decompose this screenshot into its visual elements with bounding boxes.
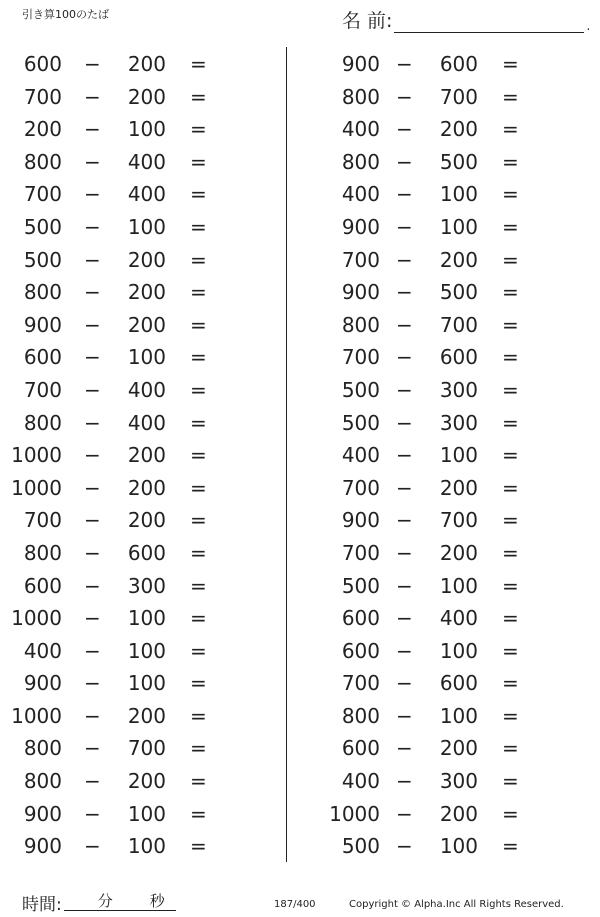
minus-sign: −	[84, 214, 101, 239]
subtrahend: 600	[439, 52, 478, 76]
problem-row	[0, 243, 270, 276]
minus-sign: −	[396, 280, 413, 305]
subtrahend: 200	[127, 312, 166, 337]
minuend: 700	[23, 508, 62, 533]
equals-sign: =	[190, 736, 207, 761]
minus-sign: −	[84, 312, 101, 337]
minuend: 500	[23, 214, 62, 239]
subtrahend: 100	[439, 573, 478, 598]
minuend: 700	[23, 84, 62, 109]
minuend: 1000	[11, 606, 62, 631]
equals-sign: =	[502, 606, 519, 631]
minuend: 800	[341, 703, 380, 728]
minuend: 500	[23, 247, 62, 272]
minuend: 600	[341, 606, 380, 631]
minus-sign: −	[84, 573, 101, 598]
minus-sign: −	[84, 345, 101, 370]
minus-sign: −	[396, 52, 413, 76]
equals-sign: =	[502, 769, 519, 794]
subtrahend: 500	[439, 280, 478, 305]
problem-row	[312, 275, 582, 308]
minus-sign: −	[396, 345, 413, 370]
minus-sign: −	[84, 736, 101, 761]
minuend: 500	[341, 377, 380, 402]
minuend: 700	[341, 345, 380, 370]
minus-sign: −	[396, 149, 413, 174]
minus-sign: −	[84, 84, 101, 109]
problem-row	[0, 536, 270, 569]
equals-sign: =	[190, 182, 207, 207]
problem-row	[0, 112, 270, 145]
problem-row	[312, 731, 582, 764]
equals-sign: =	[502, 410, 519, 435]
minus-sign: −	[84, 801, 101, 826]
subtrahend: 400	[127, 377, 166, 402]
subtrahend: 100	[439, 443, 478, 468]
time-label: 時間:	[22, 895, 62, 915]
subtrahend: 200	[439, 801, 478, 826]
minuend: 900	[23, 801, 62, 826]
minus-sign: −	[84, 377, 101, 402]
problem-row	[312, 829, 582, 862]
minus-sign: −	[84, 540, 101, 565]
problem-row	[312, 406, 582, 439]
minuend: 800	[341, 84, 380, 109]
minuend: 500	[341, 834, 380, 859]
minus-sign: −	[84, 703, 101, 728]
minuend: 800	[23, 736, 62, 761]
minus-sign: −	[396, 703, 413, 728]
minus-sign: −	[84, 280, 101, 305]
problem-row	[0, 471, 270, 504]
minus-sign: −	[396, 638, 413, 663]
equals-sign: =	[190, 540, 207, 565]
subtrahend: 100	[439, 834, 478, 859]
equals-sign: =	[190, 214, 207, 239]
subtrahend: 100	[439, 214, 478, 239]
problem-row	[312, 666, 582, 699]
minus-sign: −	[396, 540, 413, 565]
subtrahend: 700	[439, 84, 478, 109]
subtrahend: 200	[127, 475, 166, 500]
subtrahend: 200	[127, 703, 166, 728]
equals-sign: =	[502, 52, 519, 76]
subtrahend: 400	[127, 410, 166, 435]
minus-sign: −	[84, 606, 101, 631]
subtrahend: 200	[439, 540, 478, 565]
equals-sign: =	[190, 703, 207, 728]
problem-row	[312, 569, 582, 602]
problem-row	[312, 503, 582, 536]
problem-row	[0, 177, 270, 210]
minuend: 900	[341, 508, 380, 533]
minuend: 900	[23, 312, 62, 337]
equals-sign: =	[502, 443, 519, 468]
minuend: 600	[23, 345, 62, 370]
minuend: 800	[341, 149, 380, 174]
subtrahend: 100	[439, 638, 478, 663]
equals-sign: =	[502, 117, 519, 142]
equals-sign: =	[502, 671, 519, 696]
equals-sign: =	[190, 410, 207, 435]
subtrahend: 700	[439, 508, 478, 533]
subtrahend: 200	[439, 117, 478, 142]
minuend: 900	[341, 214, 380, 239]
minus-sign: −	[84, 475, 101, 500]
name-line-end-dot: .	[586, 19, 591, 33]
equals-sign: =	[190, 769, 207, 794]
problem-row	[312, 308, 582, 341]
subtrahend: 200	[127, 769, 166, 794]
subtrahend: 100	[127, 801, 166, 826]
subtrahend: 600	[127, 540, 166, 565]
equals-sign: =	[190, 247, 207, 272]
equals-sign: =	[502, 214, 519, 239]
minuend: 900	[341, 280, 380, 305]
right-problem-column	[312, 47, 582, 862]
problem-row	[0, 797, 270, 830]
column-divider	[286, 47, 287, 862]
problem-row	[0, 406, 270, 439]
problem-row	[312, 601, 582, 634]
subtrahend: 200	[127, 247, 166, 272]
name-input-line[interactable]	[394, 12, 584, 33]
minuend: 900	[341, 52, 380, 76]
minus-sign: −	[396, 801, 413, 826]
equals-sign: =	[190, 280, 207, 305]
minuend: 700	[341, 540, 380, 565]
equals-sign: =	[502, 834, 519, 859]
problem-row	[0, 666, 270, 699]
minuend: 400	[23, 638, 62, 663]
minuend: 800	[23, 540, 62, 565]
problem-row	[312, 112, 582, 145]
subtrahend: 200	[127, 443, 166, 468]
equals-sign: =	[502, 280, 519, 305]
worksheet-title: 引き算100のたば	[22, 8, 109, 21]
problem-row	[0, 80, 270, 113]
problem-row	[0, 601, 270, 634]
subtrahend: 100	[439, 182, 478, 207]
minuend: 500	[341, 410, 380, 435]
subtrahend: 100	[127, 345, 166, 370]
equals-sign: =	[502, 801, 519, 826]
problem-row	[0, 340, 270, 373]
minuend: 1000	[11, 703, 62, 728]
minus-sign: −	[396, 475, 413, 500]
subtrahend: 400	[127, 182, 166, 207]
equals-sign: =	[190, 834, 207, 859]
minus-sign: −	[396, 377, 413, 402]
minus-sign: −	[84, 410, 101, 435]
problem-row	[312, 471, 582, 504]
page-number: 187/400	[274, 899, 316, 910]
equals-sign: =	[190, 671, 207, 696]
problem-row	[312, 536, 582, 569]
minuend: 800	[341, 312, 380, 337]
equals-sign: =	[502, 377, 519, 402]
problem-row	[0, 373, 270, 406]
minus-sign: −	[84, 508, 101, 533]
problem-row	[312, 699, 582, 732]
equals-sign: =	[502, 182, 519, 207]
problem-row	[0, 438, 270, 471]
minus-sign: −	[396, 834, 413, 859]
equals-sign: =	[190, 84, 207, 109]
equals-sign: =	[502, 703, 519, 728]
equals-sign: =	[502, 508, 519, 533]
equals-sign: =	[190, 638, 207, 663]
equals-sign: =	[190, 377, 207, 402]
problem-row	[0, 145, 270, 178]
minuend: 700	[341, 475, 380, 500]
minuend: 1000	[11, 443, 62, 468]
problem-row	[312, 210, 582, 243]
equals-sign: =	[190, 117, 207, 142]
minuend: 1000	[329, 801, 380, 826]
time-input-line[interactable]	[64, 890, 176, 911]
minus-sign: −	[396, 736, 413, 761]
subtrahend: 300	[439, 769, 478, 794]
equals-sign: =	[502, 84, 519, 109]
subtrahend: 200	[127, 84, 166, 109]
subtrahend: 300	[439, 410, 478, 435]
problem-row	[0, 699, 270, 732]
problem-row	[312, 145, 582, 178]
subtrahend: 300	[439, 377, 478, 402]
seconds-label: 秒	[149, 892, 165, 910]
minuend: 400	[341, 182, 380, 207]
problem-row	[312, 80, 582, 113]
subtrahend: 200	[127, 52, 166, 76]
name-label: 名 前:	[342, 10, 393, 32]
equals-sign: =	[502, 638, 519, 663]
subtrahend: 400	[127, 149, 166, 174]
minus-sign: −	[84, 247, 101, 272]
minuend: 700	[23, 377, 62, 402]
name-field-area	[342, 6, 590, 33]
minuend: 200	[23, 117, 62, 142]
minuend: 700	[23, 182, 62, 207]
minus-sign: −	[396, 214, 413, 239]
minuend: 800	[23, 410, 62, 435]
minus-sign: −	[84, 149, 101, 174]
problem-row	[312, 373, 582, 406]
subtrahend: 300	[127, 573, 166, 598]
subtrahend: 500	[439, 149, 478, 174]
minus-sign: −	[84, 117, 101, 142]
problem-row	[0, 210, 270, 243]
time-field-area	[22, 890, 176, 915]
subtrahend: 200	[127, 508, 166, 533]
subtrahend: 700	[439, 312, 478, 337]
subtrahend: 600	[439, 671, 478, 696]
equals-sign: =	[502, 149, 519, 174]
equals-sign: =	[190, 149, 207, 174]
minus-sign: −	[396, 606, 413, 631]
subtrahend: 100	[439, 703, 478, 728]
subtrahend: 400	[439, 606, 478, 631]
subtrahend: 100	[127, 671, 166, 696]
subtrahend: 100	[127, 834, 166, 859]
minuend: 900	[23, 834, 62, 859]
minuend: 1000	[11, 475, 62, 500]
equals-sign: =	[502, 247, 519, 272]
subtrahend: 200	[439, 736, 478, 761]
problem-row	[312, 438, 582, 471]
equals-sign: =	[502, 345, 519, 370]
problem-row	[312, 764, 582, 797]
equals-sign: =	[190, 573, 207, 598]
minuend: 500	[341, 573, 380, 598]
problem-row	[0, 47, 270, 80]
minus-sign: −	[84, 834, 101, 859]
subtrahend: 600	[439, 345, 478, 370]
minuend: 400	[341, 117, 380, 142]
minus-sign: −	[396, 508, 413, 533]
problem-row	[0, 503, 270, 536]
minus-sign: −	[396, 84, 413, 109]
problem-row	[0, 308, 270, 341]
problem-row	[0, 829, 270, 862]
minuend: 900	[23, 671, 62, 696]
minuend: 600	[341, 638, 380, 663]
minuend: 800	[23, 149, 62, 174]
problem-row	[312, 47, 582, 80]
minuend: 600	[23, 573, 62, 598]
problem-row	[0, 634, 270, 667]
subtrahend: 200	[127, 280, 166, 305]
minus-sign: −	[396, 247, 413, 272]
problem-row	[0, 569, 270, 602]
minuend: 600	[23, 52, 62, 76]
minus-sign: −	[84, 638, 101, 663]
minuend: 400	[341, 769, 380, 794]
minus-sign: −	[396, 410, 413, 435]
problem-row	[0, 764, 270, 797]
minus-sign: −	[396, 671, 413, 696]
equals-sign: =	[190, 508, 207, 533]
minus-sign: −	[84, 182, 101, 207]
problem-row	[312, 797, 582, 830]
problem-row	[312, 177, 582, 210]
minus-sign: −	[396, 769, 413, 794]
minus-sign: −	[84, 443, 101, 468]
equals-sign: =	[190, 52, 207, 76]
subtrahend: 700	[127, 736, 166, 761]
copyright-notice: Copyright © Alpha.Inc All Rights Reserved.	[349, 899, 564, 910]
equals-sign: =	[190, 475, 207, 500]
problem-row	[312, 243, 582, 276]
subtrahend: 100	[127, 214, 166, 239]
equals-sign: =	[502, 736, 519, 761]
minuend: 400	[341, 443, 380, 468]
minus-sign: −	[84, 671, 101, 696]
minuend: 800	[23, 280, 62, 305]
equals-sign: =	[190, 801, 207, 826]
left-problem-column	[0, 47, 270, 862]
minuend: 700	[341, 671, 380, 696]
subtrahend: 200	[439, 247, 478, 272]
subtrahend: 100	[127, 117, 166, 142]
equals-sign: =	[502, 312, 519, 337]
problem-row	[0, 275, 270, 308]
minuend: 600	[341, 736, 380, 761]
equals-sign: =	[190, 606, 207, 631]
minus-sign: −	[84, 52, 101, 76]
problem-row	[0, 731, 270, 764]
equals-sign: =	[502, 573, 519, 598]
subtrahend: 100	[127, 638, 166, 663]
subtrahend: 200	[439, 475, 478, 500]
minus-sign: −	[396, 443, 413, 468]
problem-row	[312, 340, 582, 373]
minus-sign: −	[396, 312, 413, 337]
equals-sign: =	[502, 475, 519, 500]
minuend: 800	[23, 769, 62, 794]
equals-sign: =	[502, 540, 519, 565]
equals-sign: =	[190, 345, 207, 370]
minus-sign: −	[396, 182, 413, 207]
subtrahend: 100	[127, 606, 166, 631]
minus-sign: −	[84, 769, 101, 794]
problem-row	[312, 634, 582, 667]
equals-sign: =	[190, 312, 207, 337]
minuend: 700	[341, 247, 380, 272]
minutes-label: 分	[97, 892, 113, 910]
minus-sign: −	[396, 117, 413, 142]
equals-sign: =	[190, 443, 207, 468]
minus-sign: −	[396, 573, 413, 598]
